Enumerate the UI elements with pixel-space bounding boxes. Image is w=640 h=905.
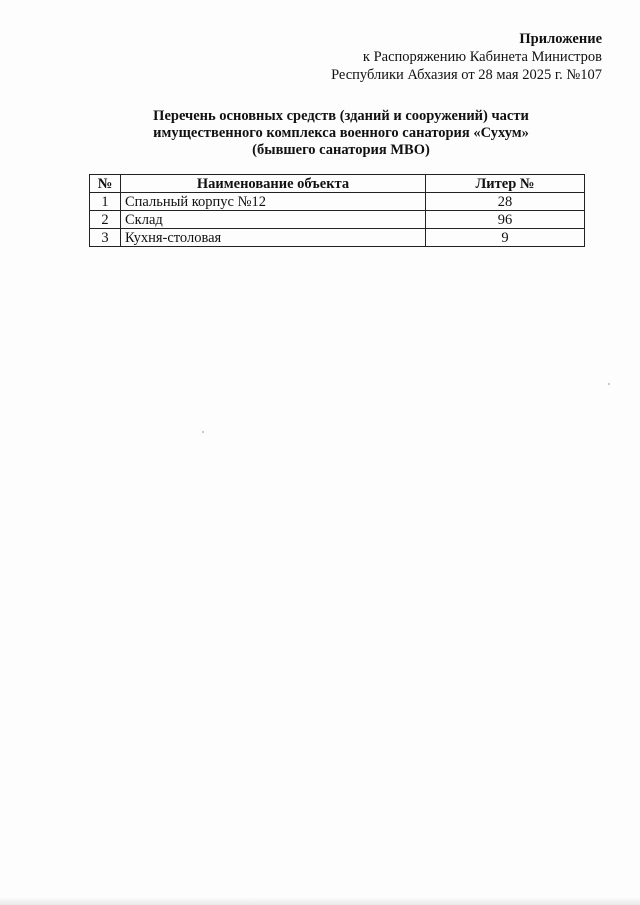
appendix-title: Приложение <box>519 31 602 47</box>
row-liter: 9 <box>426 229 585 247</box>
assets-table <box>89 174 585 247</box>
document-title <box>0 108 640 159</box>
appendix-header <box>331 30 602 84</box>
table-row <box>90 229 585 247</box>
row-liter: 28 <box>426 193 585 211</box>
appendix-reference-line-1: к Распоряжению Кабинета Министров <box>362 49 602 65</box>
header-liter: Литер № <box>426 175 585 193</box>
document-title-line-1: Перечень основных средств (зданий и сооружений) части <box>153 108 529 124</box>
scan-speck <box>202 431 204 433</box>
table-row <box>90 211 585 229</box>
scan-bottom-edge <box>0 897 640 905</box>
row-number: 3 <box>90 229 121 247</box>
row-object-name: Кухня-столовая <box>121 229 426 247</box>
document-title-line-2: имущественного комплекса военного санатория «Сухум» <box>153 125 529 141</box>
header-number: № <box>90 175 121 193</box>
table-row <box>90 193 585 211</box>
row-number: 1 <box>90 193 121 211</box>
header-object-name: Наименование объекта <box>121 175 426 193</box>
document-title-line-3: (бывшего санатория МВО) <box>252 142 430 158</box>
row-object-name: Спальный корпус №12 <box>121 193 426 211</box>
row-object-name: Склад <box>121 211 426 229</box>
row-liter: 96 <box>426 211 585 229</box>
row-number: 2 <box>90 211 121 229</box>
scan-speck <box>608 383 610 385</box>
appendix-reference-line-2: Республики Абхазия от 28 мая 2025 г. №107 <box>331 67 602 83</box>
table-header-row <box>90 175 585 193</box>
